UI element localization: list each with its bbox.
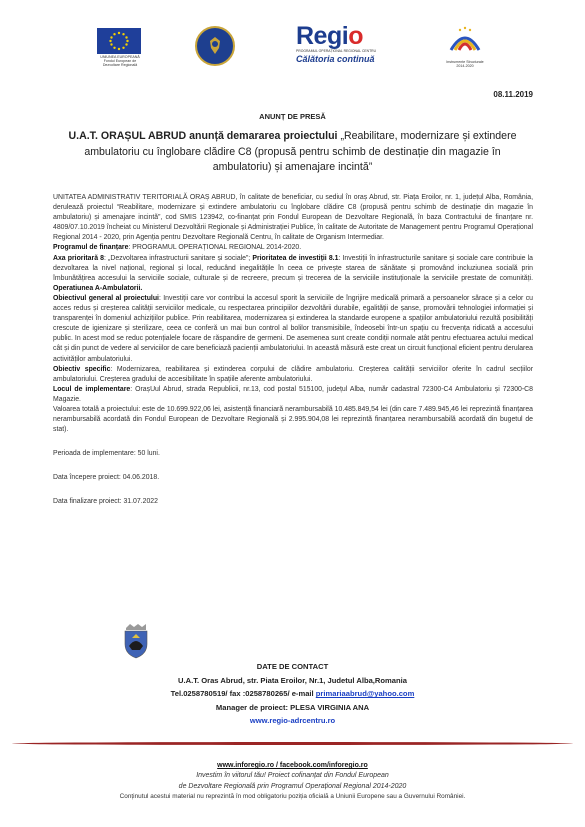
structural-instruments-icon [443, 24, 487, 64]
is-caption-line: Instrumente Structurale [446, 60, 484, 64]
specific-objective-text: : Modernizarea, reabilitarea și extinderea corpului de clădire ambulatoriu. Creșterea calității serviciilor oferite în cadrul secțiilor ambulatoriului. Creșterea gradului de accesibilitate în spațiile aferente ambulatoriului. [53, 365, 533, 383]
eu-caption [95, 55, 145, 67]
regio-subtitle: PROGRAMUL OPERAȚIONAL REGIONAL CENTRU [296, 49, 377, 53]
eu-flag-icon [97, 28, 141, 54]
program-text: : PROGRAMUL OPERAȚIONAL REGIONAL 2014-2020. [128, 244, 302, 252]
program-paragraph [53, 243, 533, 253]
regio-tagline: Călătoria continuă [296, 54, 375, 64]
general-objective-paragraph [53, 294, 533, 365]
value-paragraph: Valoarea totală a proiectului: este de 10.699.922,06 lei, asistență financiară nerambursabilă 10.485.849,54 lei (din care 7.489.945,46 lei reprezintă finanțarea nerambursabilă acordată din Fondul European de Dezvoltare Regională și 2.995.904,08 lei reprezintă finanțarea nerambursabilă acordată din bugetul de stat). [53, 405, 533, 434]
location-paragraph [53, 385, 533, 405]
intro-paragraph: UNITATEA ADMINISTRATIV TERITORIALĂ ORAȘ ABRUD, în calitate de beneficiar, cu sediul în oraș Abrud, str. Piața Eroilor, nr. 1, județul Alba, România, derulează proiectul “Reabilitare, modernizare și extindere ambulatoriu cu înglobare clădire C8 (propusă pentru schimb de destinație din magazie în ambulatoriu) și amenajare incintă”, cod SMIS 123942, co-finanțat prin Fondul European de Dezvoltare Regională, în baza Contractului de finanțare nr. 4809/07.10.2019 încheiat cu Ministerul Dezvoltării Regionale și Administrației Publice, în calitate de Autoritate de Management pentru Programul Operațional Regional 2014 - 2020, prin Agenția pentru Dezvoltare Regională Centru, în calitate de Organism Intermediar. [53, 194, 533, 242]
project-manager: Manager de proiect: PLESA VIRGINIA ANA [215, 702, 370, 712]
contact-phone: Tel.0258780519/ fax :0258780265/ e-mail [170, 689, 316, 699]
contact-phone-line [0, 687, 585, 701]
location-label: Locul de implementare [53, 385, 131, 393]
footer-tagline-1: Investim în viitorul tău! Proiect cofinanțat din Fondul European [196, 772, 389, 780]
operation-label: Operatiunea A-Ambulatorii. [53, 284, 143, 292]
eu-caption-line: UNIUNEA EUROPEANĂ [100, 55, 140, 59]
contact-heading: DATE DE CONTACT [256, 662, 329, 671]
footer-divider [12, 742, 573, 745]
specific-objective-paragraph [53, 365, 533, 385]
priority-text: : Investiții în infrastructurile sanitare și sociale care contribuie la dezvoltarea la nivel național, regional și local, reducând inegalitățile în ceea ce privește starea de sănătate și promovând incluziunea socială prin îmbunătățirea accesului la serviciile sociale, culturale și de recreere, precum și trecerea de la serviciile instituționale la serviciile prestate de comunități. [53, 254, 534, 282]
abrud-coat-of-arms-icon [120, 622, 152, 660]
footer [0, 761, 585, 803]
eu-caption-line: Fondul European de [103, 59, 137, 63]
general-objective-label: Obiectivul general al proiectului [53, 294, 159, 302]
axis-paragraph [53, 254, 533, 294]
document-body [53, 193, 533, 508]
document-date: 08.11.2019 [493, 90, 533, 99]
specific-objective-label: Obiectiv specific [53, 365, 111, 373]
structural-instruments-caption [434, 60, 496, 68]
is-caption-line: 2014-2020 [456, 64, 474, 68]
headline-subject: U.A.T. ORAȘUL ABRUD anunță demararea proiectului [68, 130, 338, 142]
program-label: Programul de finanțare [53, 244, 129, 252]
footer-tagline-2: de Dezvoltare Regională prin Programul Operațional Regional 2014-2020 [178, 782, 407, 790]
document-type: ANUNȚ DE PRESĂ [259, 112, 326, 121]
general-objective-text: : Investiții care vor contribui la accesul sporit la serviciile de îngrijire medicală primară a persoanelor sărace și a celor cu acces redus și creșterea calității serviciilor medicale, cu respectarea principiilor dezvoltării durabile, egalității de șanse, promovării tehnologiei informației și transparenței în domeniul achizițiilor publice. Prin reabilitarea, modernizarea și extinderea la standarde europene a spațiilor ambulatoriului rezultă posibilități crescute de igienizare și sterilizare, ceea ce conferă un mai bun control al bolilor transmisibile, îndeosebi într-un spațiu cu frecvența ridicată a accesului public. In acest mod se reduc potențialele focare de răspandire de germeni. De asemenea sunt create condiții normale atât pentru efectuarea actului medical cât și din punct de vedere al serviciilor de care beneficiază pacienții ambulatoriului. In această măsură este creat un circuit funcțional eficient pentru derularea activităților ambulatoriului. [53, 294, 533, 363]
location-text: : OrașUul Abrud, strada Republicii, nr.13, cod postal 515100, județul Alba, număr cadastral 72300-C4 Ambulatoriu și 72300-C8 Magazie. [53, 385, 533, 403]
period-line: Perioada de implementare: 50 luni. [53, 450, 160, 458]
start-date-line: Data începere proiect: 04.06.2018. [53, 474, 160, 482]
contact-address: U.A.T. Oras Abrud, str. Piata Eroilor, Nr.1, Judetul Alba,Romania [178, 675, 407, 685]
government-seal-icon [195, 26, 235, 66]
regio-website-link[interactable]: www.regio-adrcentru.ro [249, 716, 336, 726]
footer-disclaimer: Conținutul acestui material nu reprezintă în mod obligatoriu poziția oficială a Uniunii Europene sau a Guvernului României. [119, 793, 466, 801]
contact-block [0, 660, 585, 728]
contact-email-link[interactable]: primariaabrud@yahoo.com [315, 689, 415, 699]
regio-wordmark: Regio [296, 22, 363, 50]
headline [55, 129, 530, 176]
priority-label: Prioritatea de investiții 8.1 [252, 254, 339, 262]
headline-project-title: „Reabilitare, modernizare și extindere ambulatoriu cu înglobare clădire C8 (propusă pentru schimb de destinație din magazie în ambulatoriu) și amenajare incintă” [84, 130, 517, 173]
footer-links[interactable]: www.inforegio.ro / facebook.com/inforegio.ro [217, 762, 368, 769]
end-date-line: Data finalizare proiect: 31.07.2022 [53, 498, 158, 506]
axis-label: Axa prioritară 8 [53, 254, 104, 262]
eu-caption-line: Dezvoltare Regională [102, 63, 138, 67]
regio-logo [296, 24, 390, 68]
logo-row [0, 24, 585, 68]
axis-text: : „Dezvoltarea infrastructurii sanitare și sociale”; [104, 254, 253, 262]
